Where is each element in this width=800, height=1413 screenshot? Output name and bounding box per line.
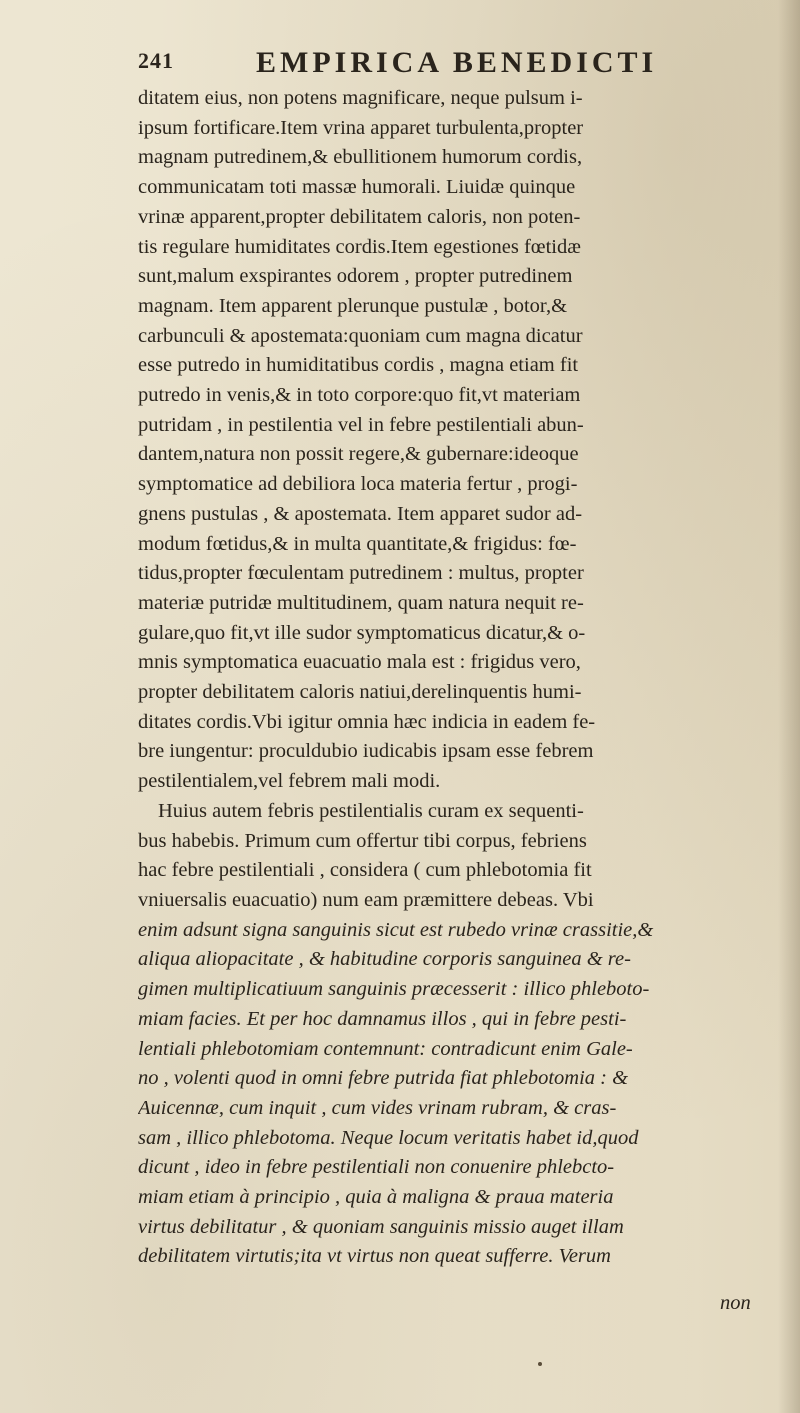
catchword: non [720, 1292, 751, 1314]
text-line: esse putredo in humiditatibus cordis , magna etiam fit [138, 354, 579, 377]
page-number: 241 [138, 48, 174, 73]
italic-text-line: debilitatem virtutis;ita vt virtus non queat sufferre. Verum [138, 1245, 611, 1268]
page-edge-shadow [778, 0, 800, 1413]
text-line: dantem,natura non possit regere,& gubernare:ideoque [138, 443, 579, 466]
text-line: gulare,quo fit,vt ille sudor symptomaticus dicatur,& o- [138, 621, 586, 644]
italic-text-line: no , volenti quod in omni febre putrida fiat phlebotomia : & [138, 1067, 629, 1090]
text-line: magnam putredinem,& ebullitionem humorum cordis, [138, 146, 583, 169]
text-line: mnis symptomatica euacuatio mala est : frigidus vero, [138, 651, 581, 674]
paragraph-start-line: Huius autem febris pestilentialis curam ex sequenti- [158, 799, 584, 822]
running-title: EMPIRICA BENEDICTI [256, 46, 658, 79]
text-line: symptomatice ad debiliora loca materia fertur , progi- [138, 473, 578, 496]
text-line: gnens pustulas , & apostemata. Item apparet sudor ad- [138, 502, 583, 525]
italic-text-line: lentiali phlebotomiam contemnunt: contradicunt enim Gale- [138, 1037, 633, 1060]
italic-text-line: virtus debilitatur , & quoniam sanguinis missio auget illam [138, 1215, 624, 1238]
italic-text-line: enim adsunt signa sanguinis sicut est rubedo vrinæ crassitie,& [138, 918, 654, 941]
text-line: carbunculi & apostemata:quoniam cum magna dicatur [138, 324, 583, 347]
text-line: tidus,propter fœculentam putredinem : multus, propter [138, 562, 584, 585]
text-line: vniuersalis euacuatio) num eam præmittere debeas. Vbi [138, 888, 594, 911]
text-line: communicatam toti massæ humorali. Liuidæ quinque [138, 176, 576, 199]
italic-text-line: miam facies. Et per hoc damnamus illos , qui in febre pesti- [138, 1007, 627, 1030]
text-line: ditatem eius, non potens magnificare, neque pulsum i- [138, 87, 583, 109]
text-line: putridam , in pestilentia vel in febre pestilentiali abun- [138, 413, 584, 436]
italic-text-line: aliqua aliopacitate , & habitudine corporis sanguinea & re- [138, 948, 631, 971]
body-text [138, 84, 760, 1272]
text-line: vrinæ apparent,propter debilitatem caloris, non poten- [138, 205, 581, 228]
text-line: propter debilitatem caloris natiui,derelinquentis humi- [138, 681, 582, 704]
ink-speck [538, 1362, 542, 1366]
text-line: putredo in venis,& in toto corpore:quo fit,vt materiam [138, 384, 581, 407]
italic-text-line: dicunt , ideo in febre pestilentiali non conuenire phlebcto- [138, 1156, 615, 1179]
text-line: pestilentialem,vel febrem mali modi. [138, 770, 441, 793]
text-line: sunt,malum exspirantes odorem , propter putredinem [138, 265, 573, 288]
italic-text-line: miam etiam à principio , quia à maligna & praua materia [138, 1186, 614, 1209]
text-line: materiæ putridæ multitudinem, quam natura nequit re- [138, 591, 584, 614]
italic-text-line: sam , illico phlebotoma. Neque locum veritatis habet id,quod [138, 1126, 639, 1149]
text-line: ditates cordis.Vbi igitur omnia hæc indicia in eadem fe- [138, 710, 596, 733]
page-header [138, 46, 758, 86]
text-line: bus habebis. Primum cum offertur tibi corpus, febriens [138, 829, 587, 852]
text-line: hac febre pestilentiali , considera ( cum phlebotomia fit [138, 859, 592, 882]
text-line: ipsum fortificare.Item vrina apparet turbulenta,propter [138, 116, 584, 139]
text-line: magnam. Item apparent plerunque pustulæ , botor,& [138, 294, 568, 317]
italic-text-line: Auicennæ, cum inquit , cum vides vrinam rubram, & cras- [138, 1096, 617, 1119]
text-line: tis regulare humiditates cordis.Item egestiones fœtidæ [138, 235, 581, 258]
italic-text-line: gimen multiplicatiuum sanguinis præcesserit : illico phleboto- [138, 978, 650, 1001]
text-line: bre iungentur: proculdubio iudicabis ipsam esse febrem [138, 740, 594, 763]
text-line: modum fœtidus,& in multa quantitate,& frigidus: fœ- [138, 532, 577, 555]
